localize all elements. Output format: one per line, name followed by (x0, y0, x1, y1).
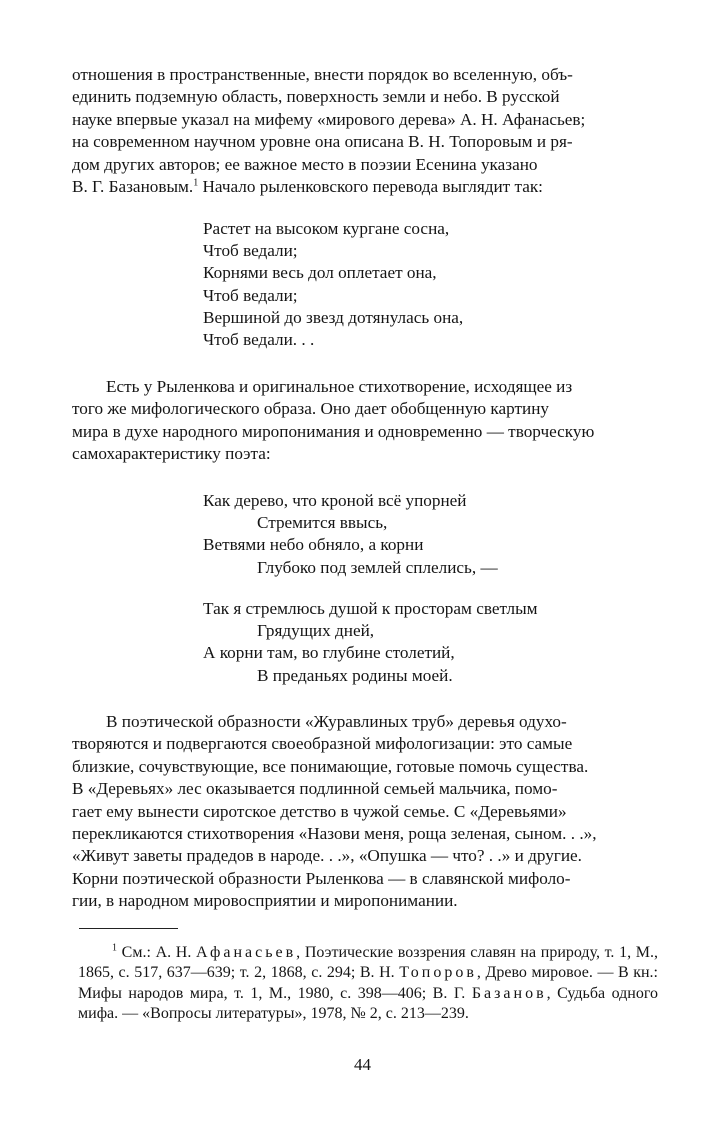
author-name: Топоров (399, 964, 477, 982)
verse-line: Глубоко под землей сплелись, — (257, 557, 498, 577)
text-fragment: Начало рыленковского перевода выглядит так: (198, 177, 543, 197)
footnote-reference[interactable]: 1 (193, 177, 199, 189)
text-line: близкие, сочувствующие, все понимающие, готовые помочь существа. (72, 756, 589, 776)
page-number: 44 (354, 1055, 371, 1074)
verse-line: Корнями весь дол оплетает она, (203, 263, 437, 283)
verse-line: Стремится ввысь, (257, 513, 388, 533)
text-line: Корни поэтической образности Рыленкова — в славянской мифоло- (72, 868, 571, 888)
footnote-fragment: , Судьба одного мифа. — «Вопросы литературы», 1978, № 2, с. 213—239. (78, 984, 658, 1023)
text-line: Есть у Рыленкова и оригинальное стихотворение, исходящее из (106, 377, 573, 396)
footnote-mark: 1 (112, 942, 117, 954)
footnote-divider (79, 928, 178, 929)
paragraph-3 (72, 711, 658, 913)
verse-line: Ветвями небо обняло, а корни (203, 535, 424, 555)
author-name: Базанов (471, 984, 547, 1002)
verse-line: Чтоб ведали; (203, 285, 298, 305)
text-line: творяются и подвергаются своеобразной мифологизации: это самые (72, 734, 573, 754)
verse-line: Так я стремлюсь душой к просторам светлым (203, 599, 538, 618)
text-line: на современном научном уровне она описана В. Н. Топоровым и ря- (72, 132, 573, 152)
verse-line: В преданьях родины моей. (257, 665, 453, 685)
text-line: мира в духе народного миропонимания и одновременно — творческую (72, 421, 595, 441)
text-line (72, 176, 658, 198)
text-line: самохарактеристику поэта: (72, 444, 271, 464)
text-line: «Живут заветы прадедов в народе. . .», «Опушка — что? . .» и другие. (72, 846, 582, 866)
poem-translation (203, 218, 463, 351)
footnote-fragment: См.: А. Н. (117, 944, 197, 961)
text-line: гии, в народном мировосприятии и миропонимании. (72, 891, 458, 911)
text-line: науке впервые указал на мифему «мирового дерева» А. Н. Афанасьев; (72, 109, 586, 129)
verse-line: Грядущих дней, (257, 621, 375, 641)
text-fragment: В. Г. Базановым. (72, 177, 194, 197)
poem-stanza-2 (203, 598, 538, 687)
poem-stanza-1 (203, 490, 498, 579)
verse-line: Чтоб ведали; (203, 241, 298, 261)
text-line: того же мифологического образа. Оно дает обобщенную картину (72, 399, 550, 419)
author-name: Афанасьев (196, 944, 297, 961)
text-line: гает ему вынести сиротское детство в чужой семье. С «Деревьями» (72, 801, 567, 821)
paragraph-2 (72, 376, 658, 466)
verse-line: А корни там, во глубине столетий, (203, 643, 455, 663)
verse-line: Растет на высоком кургане сосна, (203, 219, 450, 238)
text-line: дом других авторов; ее важное место в поэзии Есенина указано (72, 154, 538, 174)
text-line: перекликаются стихотворения «Назови меня, роща зеленая, сыном. . .», (72, 824, 597, 844)
footnote-fragment: , Древо мировое. — В кн.: Мифы народов мира, т. 1, М., 1980, с. 398—406; В. Г. (78, 964, 659, 1002)
text-line: В «Деревьях» лес оказывается подлинной семьей мальчика, помо- (72, 779, 558, 799)
footnote (78, 943, 658, 1025)
paragraph-1 (72, 64, 658, 198)
verse-line: Чтоб ведали. . . (203, 330, 315, 350)
text-line: В поэтической образности «Журавлиных труб» деревья одухо- (106, 712, 567, 731)
verse-line: Как дерево, что кроной всё упорней (203, 491, 467, 510)
text-line: отношения в пространственные, внести порядок во вселенную, объ- (72, 65, 573, 84)
text-line: единить подземную область, поверхность земли и небо. В русской (72, 87, 560, 107)
footnote-text (78, 943, 658, 1025)
verse-line: Вершиной до звезд дотянулась она, (203, 307, 464, 327)
footnote-fragment: , Поэтические воззрения славян на природу, т. 1, М., 1865, с. 517, 637—639; т. 2, 1868, с. 294; В. Н. (78, 944, 658, 982)
